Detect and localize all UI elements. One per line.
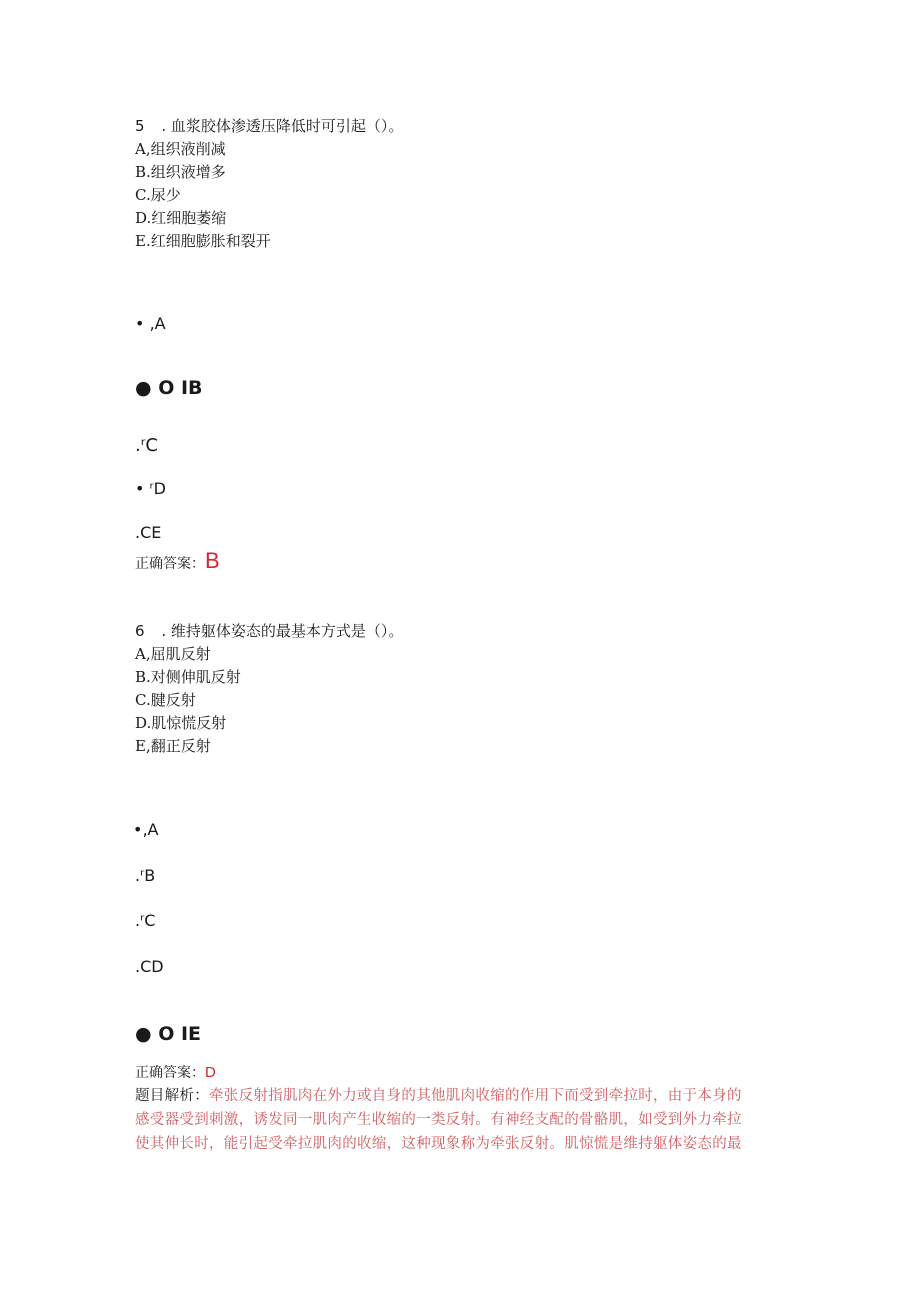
q6-choice-c[interactable]: .ʳC [135, 911, 156, 930]
q6-answer-value: D [205, 1064, 216, 1081]
q5-choice-c[interactable]: .ʳC [135, 435, 158, 456]
q6-explanation-line-1 [135, 1084, 742, 1108]
question-6-text: . 维持躯体姿态的最基本方式是（）。 [161, 622, 404, 640]
q6-answer [135, 1061, 216, 1084]
q5-option-d: D.红细胞萎缩 [135, 209, 227, 227]
question-5-text: . 血浆胶体渗透压降低时可引起（）。 [161, 117, 404, 135]
q5-choice-e[interactable]: .CE [135, 523, 162, 542]
q6-explanation-line-3: 使其伸长时，能引起受牵拉肌肉的收缩，这种现象称为牵张反射。肌惊慌是维持躯体姿态的最 [135, 1136, 742, 1152]
q6-answer-label: 正确答案： [135, 1065, 205, 1081]
q6-option-c: C.腱反射 [135, 691, 196, 709]
q6-choice-d[interactable]: .CD [135, 957, 164, 976]
question-6-number: 6 [135, 622, 145, 640]
question-5-number: 5 [135, 117, 145, 135]
q5-choice-a[interactable]: • ‚A [135, 314, 166, 333]
q6-option-e: E,翻正反射 [135, 737, 211, 755]
question-5-stem [135, 116, 403, 136]
q5-choice-b-selected[interactable]: ● O IB [135, 377, 203, 399]
q6-explanation-text-1: 牵张反射指肌肉在外力或自身的其他肌肉收缩的作用下而受到牵拉时，由于本身的 [209, 1088, 742, 1104]
q5-answer-label: 正确答案： [135, 556, 205, 572]
q6-option-a: A,屈肌反射 [135, 645, 211, 663]
q5-option-b: B.组织液增多 [135, 163, 226, 181]
q6-choice-a[interactable]: •‚A [133, 820, 159, 839]
q6-choice-b[interactable]: .ʳB [135, 866, 156, 885]
q6-choice-e-selected[interactable]: ● O IE [135, 1023, 202, 1045]
q5-answer-value: B [205, 548, 220, 573]
question-6-stem [135, 621, 403, 641]
q6-option-b: B.对侧伸肌反射 [135, 668, 241, 686]
q5-option-a: A,组织液削减 [135, 140, 226, 158]
q6-explanation-line-2: 感受器受到刺激，诱发同一肌肉产生收缩的一类反射。有神经支配的骨骼肌，如受到外力牵拉 [135, 1112, 742, 1128]
q5-option-c: C.尿少 [135, 186, 181, 204]
q5-choice-d[interactable]: • ʳD [135, 479, 166, 498]
q5-answer [135, 548, 220, 577]
q5-option-e: E.红细胞膨胀和裂开 [135, 232, 271, 250]
q6-explanation-label: 题目解析： [135, 1088, 209, 1104]
q6-option-d: D.肌惊慌反射 [135, 714, 227, 732]
